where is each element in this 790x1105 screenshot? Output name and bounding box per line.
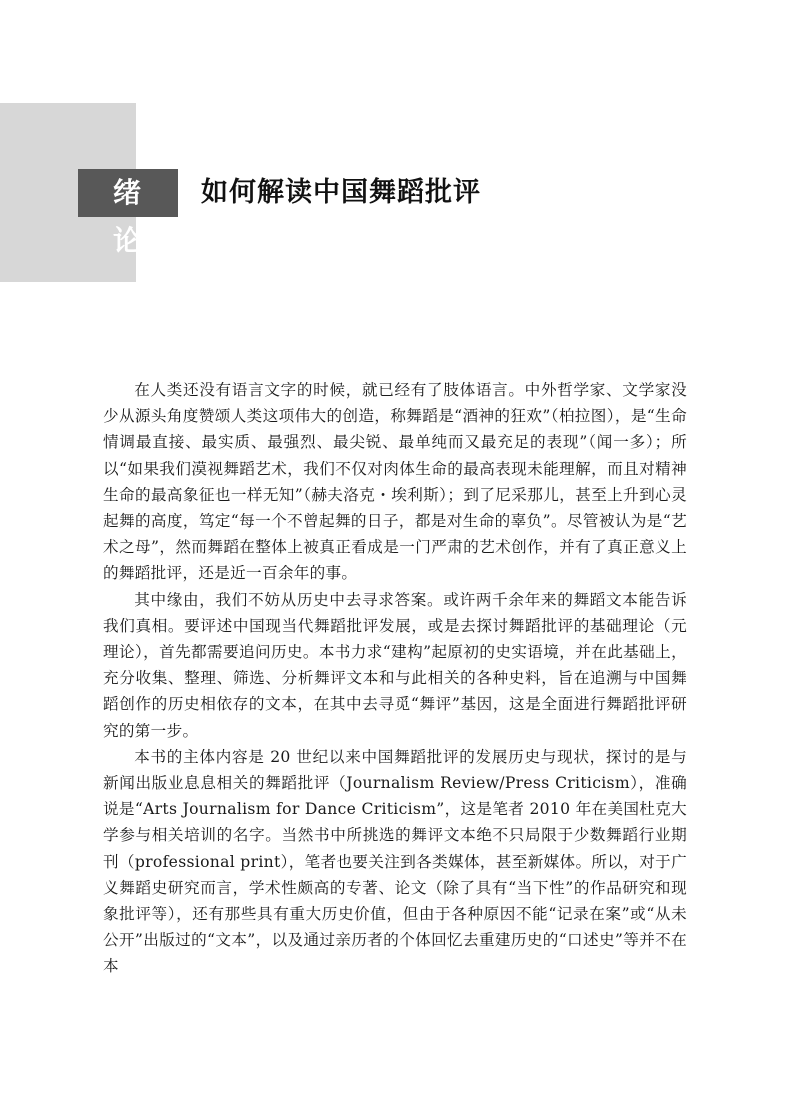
body-text <box>103 377 687 980</box>
chapter-title: 如何解读中国舞蹈批评 <box>201 177 481 208</box>
chapter-label: 绪 论 <box>78 169 178 217</box>
paragraph-3: 本书的主体内容是 20 世纪以来中国舞蹈批评的发展历史与现状，探讨的是与新闻出版业息息相关的舞蹈批评（Journalism Review/Press Criticism），准确说是“Arts Journalism for Dance Criticism”，这是笔者 2010 年在美国杜克大学参与相关培训的名字。当然书中所挑选的舞评文本绝不只局限于少数舞蹈行业期刊（professional print），笔者也要关注到各类媒体，甚至新媒体。所以，对于广义舞蹈史研究而言，学术性颇高的专著、论文（除了具有“当下性”的作品研究和现象批评等），还有那些具有重大历史价值，但由于各种原因不能“记录在案”或“从未公开”出版过的“文本”，以及通过亲历者的个体回忆去重建历史的“口述史”等并不在本 <box>103 747 687 976</box>
paragraph-2: 其中缘由，我们不妨从历史中去寻求答案。或许两千余年来的舞蹈文本能告诉我们真相。要评述中国现当代舞蹈批评发展，或是去探讨舞蹈批评的基础理论（元理论），首先都需要追问历史。本书力求“建构”起原初的史实语境，并在此基础上，充分收集、整理、筛选、分析舞评文本和与此相关的各种史料，旨在追溯与中国舞蹈创作的历史相依存的文本，在其中去寻觅“舞评”基因，这是全面进行舞蹈批评研究的第一步。 <box>103 590 687 740</box>
paragraph-1: 在人类还没有语言文字的时候，就已经有了肢体语言。中外哲学家、文学家没少从源头角度赞颂人类这项伟大的创造，称舞蹈是“酒神的狂欢”（柏拉图），是“生命情调最直接、最实质、最强烈、最尖锐、最单纯而又最充足的表现”（闻一多）；所以“如果我们漠视舞蹈艺术，我们不仅对肉体生命的最高表现未能理解，而且对精神生命的最高象征也一样无知”（赫夫洛克・埃利斯）；到了尼采那儿，甚至上升到心灵起舞的高度，笃定“每一个不曾起舞的日子，都是对生命的辜负”。尽管被认为是“艺术之母”，然而舞蹈在整体上被真正看成是一门严肃的艺术创作，并有了真正意义上的舞蹈批评，还是近一百余年的事。 <box>103 381 687 583</box>
